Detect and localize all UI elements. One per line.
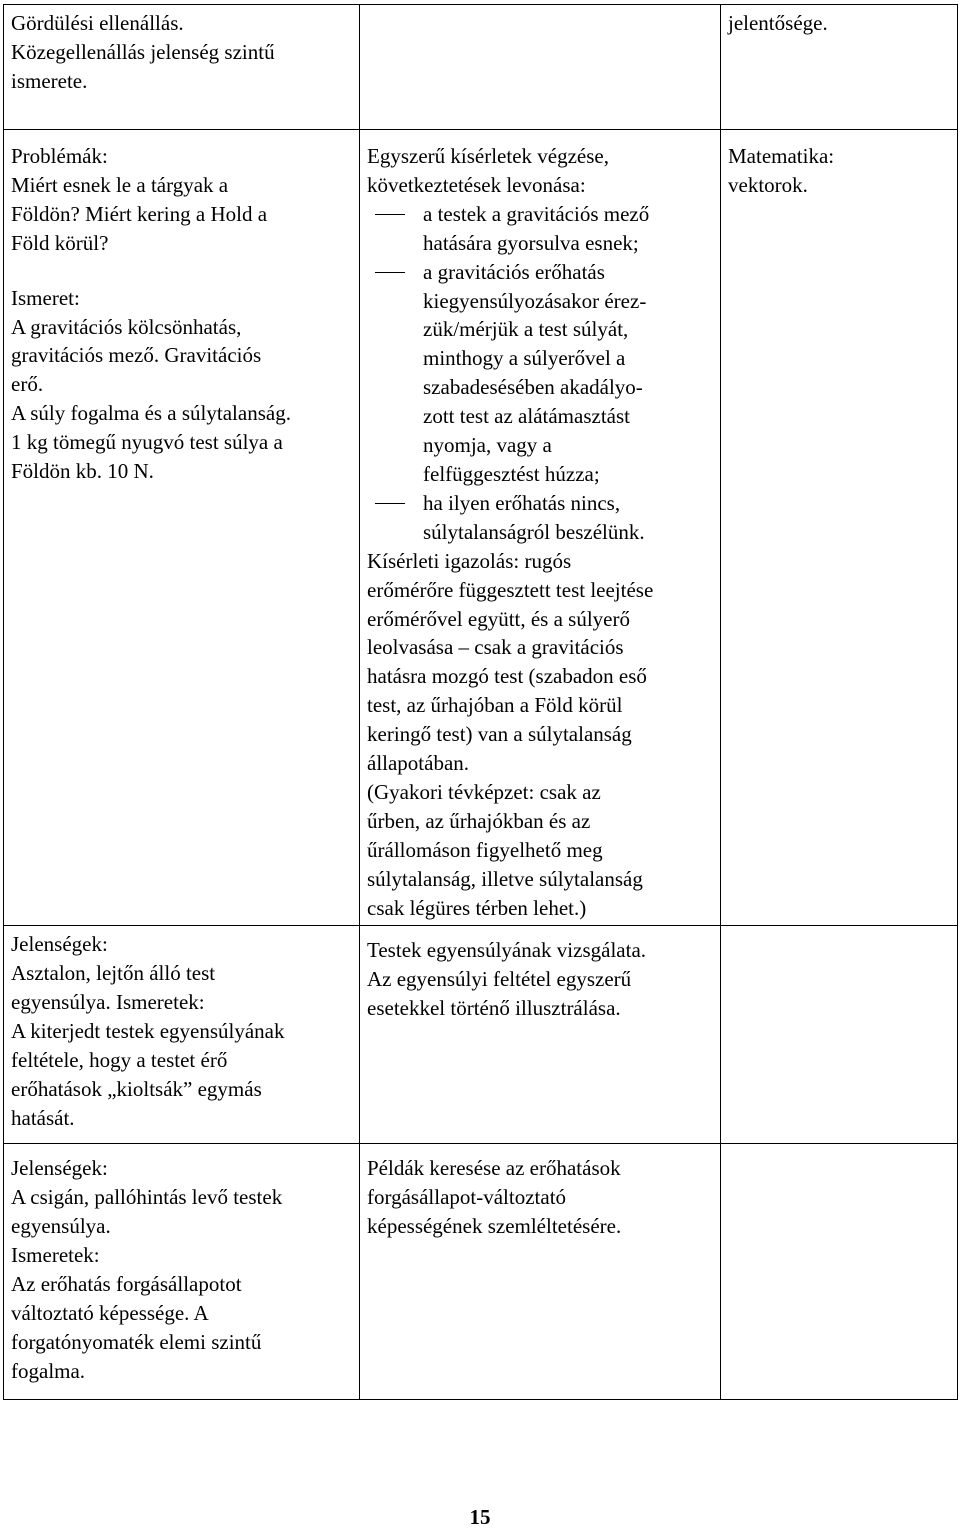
curriculum-table [3, 4, 958, 1400]
table-row [4, 926, 958, 1144]
topic-cell: Jelenségek: Asztalon, lejtőn álló test egyensúlya. Ismeretek: A kiterjedt testek egyensúlyának feltétele, hogy a testet érő erőhatások „kioltsák” egymás hatását. [4, 926, 360, 1144]
list-item: a gravitációs erőhatás kiegyensúlyozásakor érez- zük/mérjük a test súlyát, minthogy a súlyerővel a szabadesésében akadályo- zott test az alátámasztást nyomja, vagy a felfüggesztést húzza; [367, 258, 714, 489]
table-row [4, 130, 958, 926]
list-item: a testek a gravitációs mező hatására gyorsulva esnek; [367, 200, 714, 258]
topic-cell: Jelenségek: A csigán, pallóhintás levő testek egyensúlya. Ismeretek: Az erőhatás forgásállapotot változtató képessége. A forgatónyomaték elemi szintű fogalma. [4, 1144, 360, 1400]
topic-cell: Problémák: Miért esnek le a tárgyak a Földön? Miért kering a Hold a Föld körül? Ismeret: A gravitációs kölcsönhatás, gravitációs mező. Gravitációs erő. A súly fogalma és a súlytalanság. 1 kg tömegű nyugvó test súlya a Földön kb. 10 N. [4, 130, 360, 926]
page-number: 15 [469, 1505, 491, 1529]
activity-cell: Példák keresése az erőhatások forgásállapot-változtató képességének szemléltetésére. [360, 1144, 721, 1400]
activity-cell [360, 5, 721, 130]
table-row [4, 5, 958, 130]
connection-cell [721, 1144, 958, 1400]
table-row [4, 1144, 958, 1400]
activity-cell: Egyszerű kísérletek végzése, következtetések levonása: a testek a gravitációs mező hatására gyorsulva esnek; a gravitációs erőhatás kiegyensúlyozásakor érez- zük/mérjük a test súlyát, minthogy a súlyerővel a szabadesésében akadályo- zott test az alátámasztást nyomja, vagy a felfüggesztést húzza; ha ilyen erőhatás nincs, súlytalanságról beszélünk. Kísérleti igazolás: rugós erőmérőre függesztett test leejtése erőmérővel együtt, és a súlyerő leolvasása – csak a gravitációs hatásra mozgó test (szabadon eső test, az űrhajóban a Föld körül keringő test) van a súlytalanság állapotában. (Gyakori tévképzet: csak az űrben, az űrhajókban és az űrállomáson figyelhető meg súlytalanság, illetve súlytalanság csak légüres térben lehet.) [360, 130, 721, 926]
list-item: ha ilyen erőhatás nincs, súlytalanságról beszélünk. [367, 489, 714, 547]
topic-cell: Gördülési ellenállás. Közegellenállás jelenség szintű ismerete. [4, 5, 360, 130]
knowledge-label: Ismeret: [11, 285, 80, 310]
connection-cell [721, 926, 958, 1144]
connection-cell: jelentősége. [721, 5, 958, 130]
connection-cell: Matematika: vektorok. [721, 130, 958, 926]
problems-label: Problémák: [11, 144, 108, 168]
activity-cell: Testek egyensúlyának vizsgálata. Az egyensúlyi feltétel egyszerű esetekkel történő illusztrálása. [360, 926, 721, 1144]
